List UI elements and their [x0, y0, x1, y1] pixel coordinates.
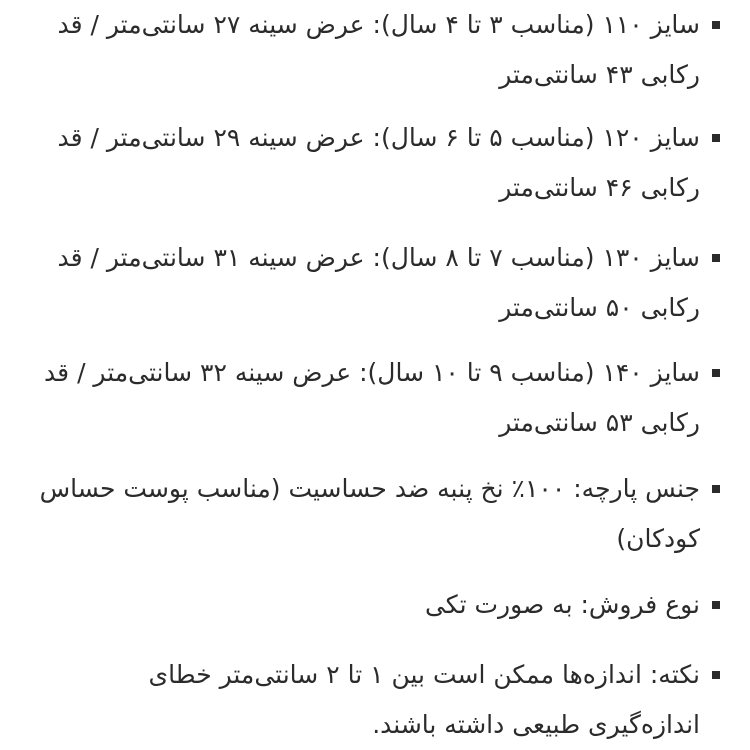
list-item-size-140: [30, 348, 720, 448]
bullet-icon: [712, 601, 720, 609]
list-item-size-120: [30, 113, 720, 213]
list-item-text: سایز ۱۴۰ (مناسب ۹ تا ۱۰ سال): عرض سینه ۳۲ سانتی‌متر / قد رکابی ۵۳ سانتی‌متر: [44, 358, 700, 437]
list-item-text: سایز ۱۲۰ (مناسب ۵ تا ۶ سال): عرض سینه ۲۹ سانتی‌متر / قد رکابی ۴۶ سانتی‌متر: [57, 123, 700, 202]
bullet-icon: [712, 134, 720, 142]
list-item-text: نوع فروش: به صورت تکی: [424, 590, 700, 619]
list-item-size-110: [30, 0, 720, 100]
list-item-text: سایز ۱۱۰ (مناسب ۳ تا ۴ سال): عرض سینه ۲۷ سانتی‌متر / قد رکابی ۴۳ سانتی‌متر: [57, 10, 700, 89]
list-item-text: سایز ۱۳۰ (مناسب ۷ تا ۸ سال): عرض سینه ۳۱ سانتی‌متر / قد رکابی ۵۰ سانتی‌متر: [57, 243, 700, 322]
list-item-fabric: [30, 464, 720, 564]
list-item-sale-type: [30, 580, 720, 630]
bullet-icon: [712, 254, 720, 262]
bullet-icon: [712, 485, 720, 493]
bullet-icon: [712, 369, 720, 377]
bullet-icon: [712, 21, 720, 29]
list-item-text: جنس پارچه: ۱۰۰٪ نخ پنبه ضد حساسیت (مناسب پوست حساس کودکان): [39, 474, 700, 553]
list-item-note: [30, 650, 720, 750]
bullet-icon: [712, 671, 720, 679]
list-item-size-130: [30, 233, 720, 333]
list-item-text: نکته: اندازه‌ها ممکن است بین ۱ تا ۲ سانتی‌متر خطای اندازه‌گیری طبیعی داشته باشند.: [148, 660, 700, 739]
